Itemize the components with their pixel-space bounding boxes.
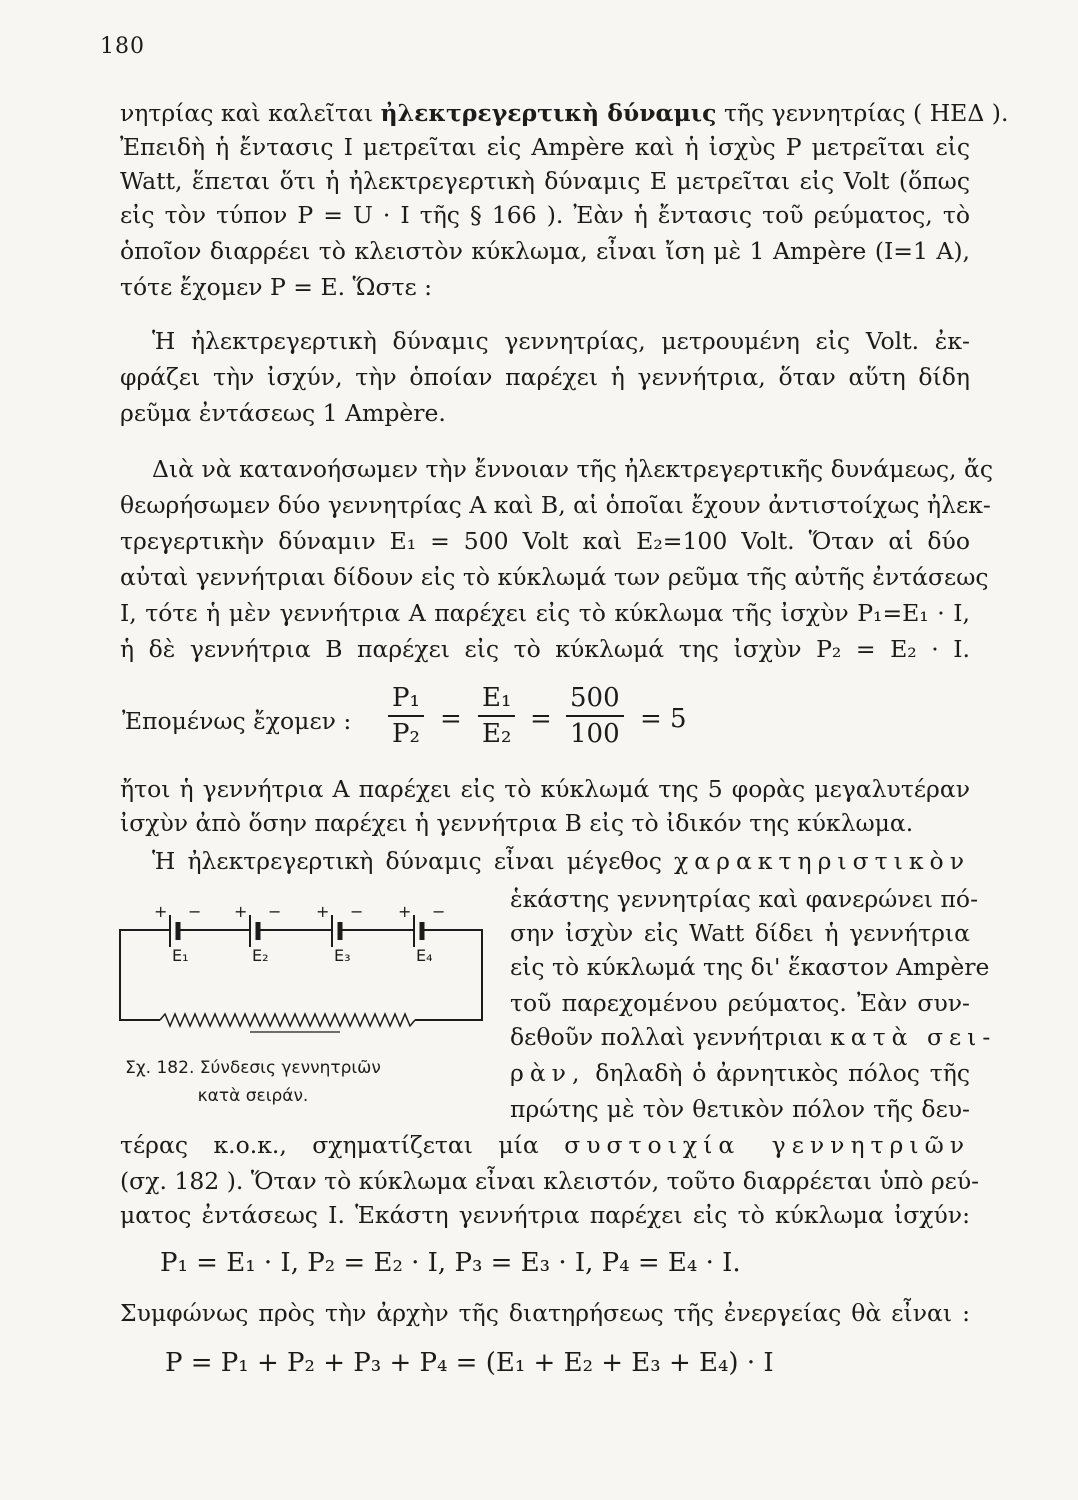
fraction-values (566, 683, 624, 749)
denominator: P₂ (392, 719, 420, 749)
text-line: εἰς τὸν τύπον P = U · I τῆς § 166 ). Ἐὰν ἡ ἔντασις τοῦ ρεύματος, τὸ (120, 201, 970, 229)
equation-powers: P₁ = E₁ · I, P₂ = E₂ · I, P₃ = E₃ · I, P₄ = E₄ · I. (160, 1248, 741, 1278)
text-segment: δεθοῦν πολλαὶ γεννήτριαι (510, 1023, 831, 1051)
text-line: θεωρήσωμεν δύο γεννητρίας A καὶ B, αἱ ὁποῖαι ἔχουν ἀντιστοίχως ἠλεκ- (120, 491, 991, 519)
text-segment: δηλαδὴ ὁ ἀρνητικὸς πόλος τῆς (585, 1059, 970, 1087)
cell-label-e4: E₄ (416, 946, 433, 965)
minus-sign: − (432, 902, 446, 921)
text-segment: τῆς γεννητρίας ( ΗΕΔ ). (716, 99, 1009, 127)
text-line (120, 1130, 970, 1160)
numerator: 500 (566, 683, 624, 717)
text-line: ἡ δὲ γεννήτρια B παρέχει εἰς τὸ κύκλωμά της ἰσχὺν P₂ = E₂ · I. (120, 635, 970, 663)
emphasis-in-series: κατὰ σει- (830, 1023, 997, 1051)
equals-sign: = (440, 704, 462, 734)
definition-line: ρεῦμα ἐντάσεως 1 Ampère. (120, 399, 446, 427)
text-segment: τέρας κ.ο.κ., σχηματίζεται μία (120, 1131, 565, 1159)
equation-lead: Ἐπομένως ἔχομεν : (122, 707, 352, 735)
text-line: αὐταὶ γεννήτριαι δίδουν εἰς τὸ κύκλωμά των ρεῦμα τῆς αὐτῆς ἐντάσεως (120, 563, 989, 591)
fraction-p (388, 683, 424, 749)
minus-sign: − (350, 902, 364, 921)
equation-result: = 5 (640, 704, 687, 734)
text-line: (σχ. 182 ). Ὅταν τὸ κύκλωμα εἶναι κλειστόν, τοῦτο διαρρέεται ὑπὸ ρεύ- (120, 1167, 980, 1195)
series-circuit-diagram (110, 895, 500, 1035)
text-line: Συμφώνως πρὸς τὴν ἀρχὴν τῆς διατηρήσεως τῆς ἐνεργείας θὰ εἶναι : (120, 1299, 970, 1327)
text-line: ἤτοι ἡ γεννήτρια A παρέχει εἰς τὸ κύκλωμά της 5 φορὰς μεγαλυτέραν (120, 775, 970, 803)
text-line: ἰσχὺν ἀπὸ ὅσην παρέχει ἡ γεννήτρια B εἰς τὸ ἰδικόν της κύκλωμα. (120, 809, 914, 837)
figure-caption: Σχ. 182. Σύνδεσις γεννητριῶν (125, 1058, 381, 1078)
equals-sign: = (530, 704, 552, 734)
definition-line: Ἡ ἠλεκτρεγερτικὴ δύναμις γεννητρίας, μετρουμένη εἰς Volt. ἐκ- (152, 327, 970, 355)
text-line: ἑκάστης γεννητρίας καὶ φανερώνει πό- (510, 885, 979, 913)
plus-sign: + (154, 902, 168, 921)
emphasis-characteristic: χαρακτηριστικὸν (674, 847, 970, 875)
numerator: E₁ (478, 683, 515, 717)
denominator: E₂ (482, 719, 512, 749)
minus-sign: − (268, 902, 282, 921)
text-segment: νητρίας καὶ καλεῖται (120, 99, 381, 127)
minus-sign: − (188, 902, 202, 921)
equation-total-power: P = P₁ + P₂ + P₃ + P₄ = (E₁ + E₂ + E₃ + E₄) · I (165, 1348, 774, 1378)
text-line: εἰς τὸ κύκλωμά της δι' ἕκαστον Ampère (510, 953, 990, 981)
definition-line: φράζει τὴν ἰσχύν, τὴν ὁποίαν παρέχει ἡ γεννήτρια, ὅταν αὕτη δίδη (120, 363, 970, 391)
numerator: P₁ (388, 683, 424, 717)
text-line: τρεγερτικὴν δύναμιν E₁ = 500 Volt καὶ E₂=100 Volt. Ὅταν αἱ δύο (120, 527, 970, 555)
plus-sign: + (234, 902, 248, 921)
text-line (120, 98, 1009, 128)
text-line: Διὰ νὰ κατανοήσωμεν τὴν ἔννοιαν τῆς ἠλεκτρεγερτικῆς δυνάμεως, ἄς (152, 455, 994, 483)
term-emf: ἠλεκτρεγερτικὴ δύναμις (380, 99, 717, 127)
text-line: σην ἰσχὺν εἰς Watt δίδει ἡ γεννήτρια (510, 919, 970, 947)
cell-label-e1: E₁ (172, 946, 189, 965)
plus-sign: + (316, 902, 330, 921)
denominator: 100 (570, 719, 620, 749)
emphasis-in-series: ρὰν, (510, 1059, 586, 1087)
text-line: τοῦ παρεχομένου ρεύματος. Ἐὰν συν- (510, 989, 970, 1017)
text-line: ὁποῖον διαρρέει τὸ κλειστὸν κύκλωμα, εἶναι ἴση μὲ 1 Ampère (I=1 A), (120, 237, 970, 265)
text-line: I, τότε ἡ μὲν γεννήτρια A παρέχει εἰς τὸ κύκλωμα τῆς ἰσχὺν P₁=E₁ · I, (120, 599, 970, 627)
page-number: 180 (100, 34, 145, 59)
plus-sign: + (398, 902, 412, 921)
text-line (510, 1022, 997, 1052)
cell-label-e2: E₂ (252, 946, 269, 965)
text-line: τότε ἔχομεν P = E. Ὥστε : (120, 273, 433, 301)
emphasis-battery: συστοιχία γεννητριῶν (564, 1131, 971, 1159)
text-line: ματος ἐντάσεως I. Ἑκάστη γεννήτρια παρέχει εἰς τὸ κύκλωμα ἰσχύν: (120, 1201, 970, 1229)
text-line (152, 846, 970, 876)
text-line (510, 1058, 970, 1088)
fraction-e (478, 683, 515, 749)
text-segment: Ἡ ἠλεκτρεγερτικὴ δύναμις εἶναι μέγεθος (152, 847, 675, 875)
text-line: πρώτης μὲ τὸν θετικὸν πόλον τῆς δευ- (510, 1095, 970, 1123)
figure-caption: κατὰ σειράν. (197, 1086, 309, 1106)
cell-label-e3: E₃ (334, 946, 351, 965)
text-line: Ἐπειδὴ ἡ ἔντασις I μετρεῖται εἰς Ampère καὶ ἡ ἰσχὺς P μετρεῖται εἰς (120, 133, 970, 161)
text-line: Watt, ἕπεται ὅτι ἡ ἠλεκτρεγερτικὴ δύναμις E μετρεῖται εἰς Volt (ὅπως (120, 167, 970, 195)
